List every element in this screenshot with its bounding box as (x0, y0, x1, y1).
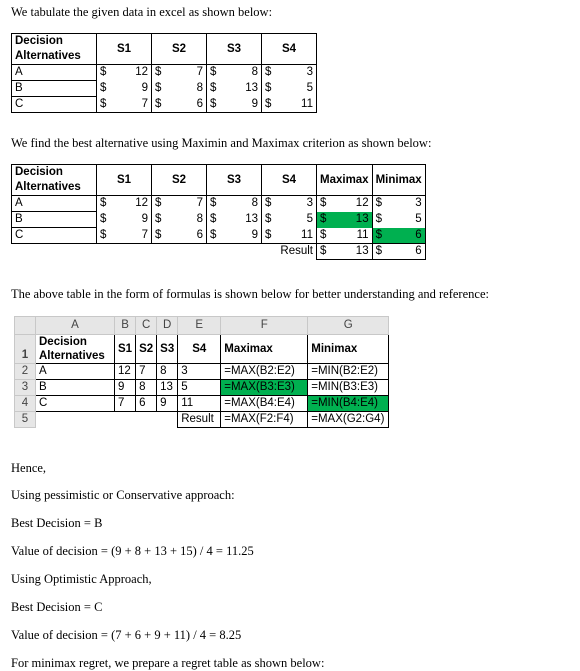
paragraph-formulas: The above table in the form of formulas is shown below for better understanding and reference: (11, 287, 489, 301)
text-best-c: Best Decision = C (11, 600, 103, 614)
text-value-c: Value of decision = (7 + 6 + 9 + 11) / 4 = 8.25 (11, 628, 242, 642)
table-row: B $ 9 $ 8 $ 13 $ 5 (12, 81, 317, 97)
result-row: 5 Result =MAX(F2:F4) =MAX(G2:G4) (15, 412, 389, 428)
intro-text: We tabulate the given data in excel as shown below: (11, 5, 273, 19)
result-label: Result (262, 244, 317, 260)
header-s1: S1 (97, 34, 152, 65)
text-best-b: Best Decision = B (11, 516, 103, 530)
result-row: Result $ 13 $ 6 (12, 244, 426, 260)
maximax-best-cell: $ 13 (317, 212, 373, 228)
table-row: B $ 9 $ 8 $ 13 $ 5 $ 13 $ 5 (12, 212, 426, 228)
table-row: 4 C 7 6 9 11 =MAX(B4:E4) =MIN(B4:E4) (15, 396, 389, 412)
header-s4: S4 (262, 34, 317, 65)
table-row: 2 A 12 7 8 3 =MAX(B2:E2) =MIN(B2:E2) (15, 364, 389, 380)
table-row: 3 B 9 8 13 5 =MAX(B3:E3) =MIN(B3:E3) (15, 380, 389, 396)
table-row: C $ 7 $ 6 $ 9 $ 11 (12, 97, 317, 113)
data-table (11, 33, 317, 113)
text-pessimistic: Using pessimistic or Conservative approach: (11, 488, 235, 502)
text-value-b: Value of decision = (9 + 8 + 13 + 15) / 4 = 11.25 (11, 544, 254, 558)
table-row: A $ 12 $ 7 $ 8 $ 3 $ 12 $ 3 (12, 196, 426, 212)
table-row: C $ 7 $ 6 $ 9 $ 11 $ 11 $ 6 (12, 228, 426, 244)
header-s2: S2 (152, 34, 207, 65)
formula-sheet: A B C D E F G 1 Decision Alternatives S1 S2 S3 S4 Maximax Minimax 2 A 12 7 8 3 =MAX(B2:E2) =MIN(B2:E2) 3 B 9 8 13 5 =MAX(B3:E3) =MIN(B3:E3) 4 C 7 6 9 11 =MAX(B4:E4) =MIN(B4:E4) 5 Result =MAX(F2:F4) =MAX(G2:G4) (14, 316, 389, 428)
paragraph-criteria: We find the best alternative using Maximin and Maximax criterion as shown below: (11, 136, 432, 150)
text-regret: For minimax regret, we prepare a regret table as shown below: (11, 656, 325, 670)
header-decision: Decision Alternatives (12, 34, 97, 65)
criteria-table: Decision Alternatives S1 S2 S3 S4 Maximax Minimax A $ 12 $ 7 $ 8 $ 3 $ 12 $ 3 B $ 9 $ 8 $ 13 $ 5 $ 13 $ 5 C $ 7 $ 6 $ 9 $ 11 $ 11 $ 6 Result $ 13 $ 6 (11, 164, 426, 260)
text-hence: Hence, (11, 461, 47, 475)
header-s3: S3 (207, 34, 262, 65)
table-row: A $ 12 $ 7 $ 8 $ 3 (12, 65, 317, 81)
text-optimistic: Using Optimistic Approach, (11, 572, 152, 586)
minimax-best-cell: $ 6 (372, 228, 425, 244)
